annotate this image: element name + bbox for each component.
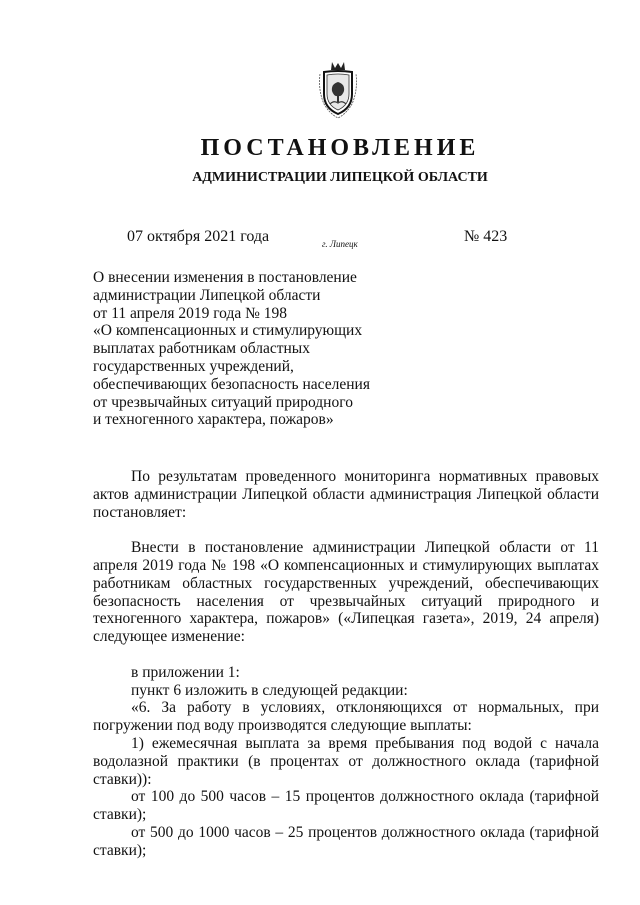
range-2-paragraph: от 500 до 1000 часов – 25 процентов должностного оклада (тарифной ставки); <box>93 823 599 859</box>
subject-line: и техногенного характера, пожаров» <box>93 411 334 429</box>
subject-line: администрации Липецкой области <box>93 286 321 304</box>
subject-line: «О компенсационных и стимулирующих <box>93 322 363 340</box>
coat-of-arms-icon <box>318 60 358 120</box>
subject-line: выплатах работникам областных <box>93 340 310 358</box>
issuing-organization: АДМИНИСТРАЦИИ ЛИПЕЦКОЙ ОБЛАСТИ <box>192 170 488 185</box>
clause-6-paragraph: «6. За работу в условиях, отклоняющихся от нормальных, при погружении под воду производятся следующие выплаты: <box>93 699 599 735</box>
preamble-paragraph: По результатам проведенного мониторинга нормативных правовых актов администрации Липецкой области администрация Липецкой области постановляет: <box>93 468 599 521</box>
appendix-paragraph: в приложении 1: <box>131 663 240 681</box>
document-number: № 423 <box>464 228 508 245</box>
document-title: ПОСТАНОВЛЕНИЕ <box>200 135 480 161</box>
document-city: г. Липецк <box>322 239 358 249</box>
subject-line: О внесении изменения в постановление <box>93 269 357 286</box>
range-1-paragraph: от 100 до 500 часов – 15 процентов должностного оклада (тарифной ставки); <box>93 788 599 824</box>
amendment-paragraph: Внести в постановление администрации Липецкой области от 11 апреля 2019 года № 198 «О компенсационных и стимулирующих выплатах работникам областных государственных учреждений, обеспечивающих безопасность населения от чрезвычайных ситуаций природного и техногенного характера, пожаров» («Липецкая газета», 2019, 24 апреля) следующее изменение: <box>93 539 599 646</box>
subject-line: от чрезвычайных ситуаций природного <box>93 393 353 411</box>
subject-line: от 11 апреля 2019 года № 198 <box>93 304 288 322</box>
document-body <box>93 468 599 860</box>
subclause-1-paragraph: 1) ежемесячная выплата за время пребывания под водой с начала водолазной практики (в процентах от должностного оклада (тарифной ставки)): <box>93 734 599 788</box>
document-date: 07 октября 2021 года <box>127 228 270 245</box>
subject-line: обеспечивающих безопасность населения <box>93 375 370 393</box>
subject-line: государственных учреждений, <box>93 357 294 375</box>
item-paragraph: пункт 6 изложить в следующей редакции: <box>131 681 408 699</box>
document-subject <box>93 269 393 429</box>
